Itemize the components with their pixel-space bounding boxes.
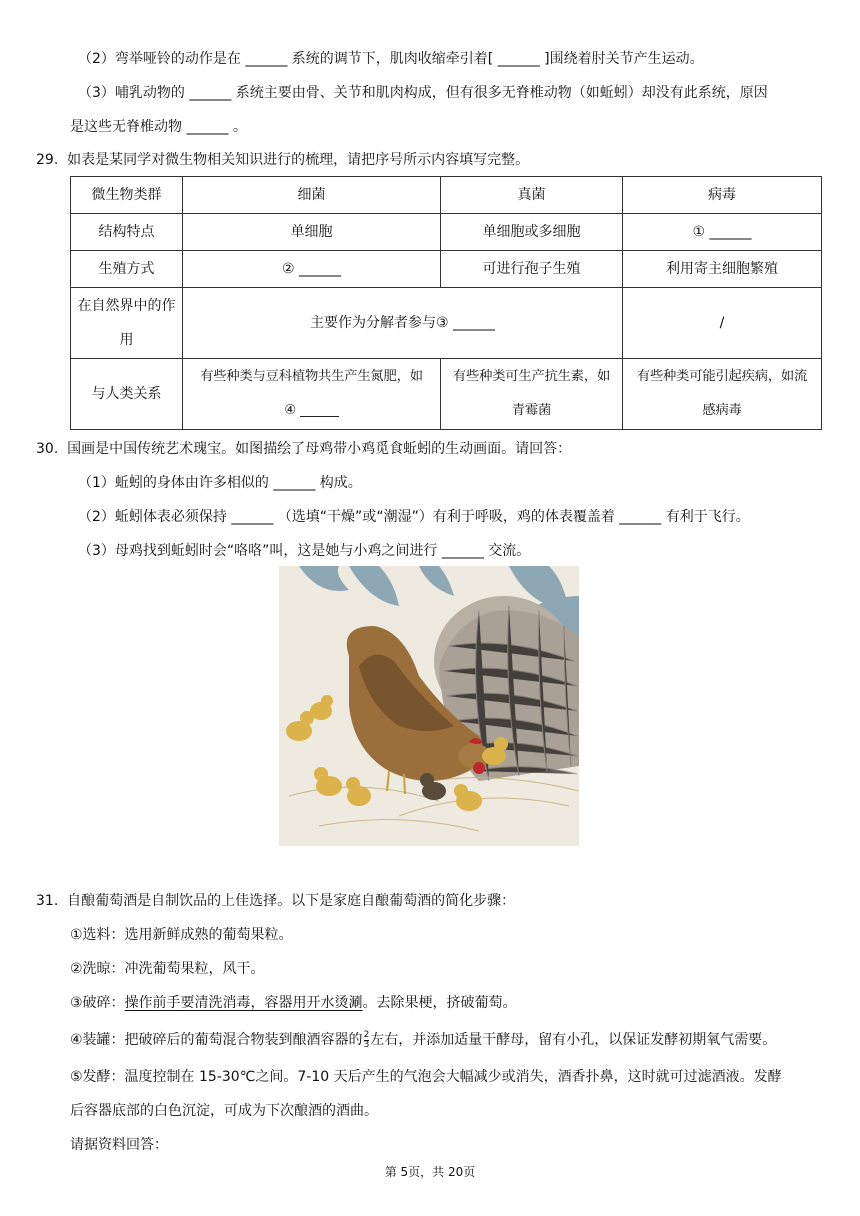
table-header-cell: 细菌 [183, 177, 441, 214]
table-cell: 与人类关系 [71, 359, 183, 430]
q31-number: 31. [36, 893, 59, 909]
q30-text: 国画是中国传统艺术瑰宝。如图描绘了母鸡带小鸡觅食蚯蚓的生动画面。请回答： [67, 441, 572, 457]
cell-line: 在自然界中的作 [77, 298, 176, 314]
table-cell: 生殖方式 [71, 251, 183, 288]
table-header-cell: 病毒 [623, 177, 822, 214]
q31-step3 [70, 993, 517, 1013]
microbe-table [70, 176, 822, 430]
fraction-denominator: 3 [363, 1039, 370, 1050]
q31-text: 自酿葡萄酒是自制饮品的上佳选择。以下是家庭自酿葡萄酒的简化步骤： [67, 893, 516, 909]
table-cell [71, 288, 183, 359]
page-footer: 第 5页，共 20页 [384, 1165, 476, 1179]
q30-part2: （2）蚯蚓体表必须保持 ______ （选填“干燥”或“潮湿”）有利于呼吸，鸡的体表覆盖着 ______ 有利于飞行。 [78, 509, 750, 525]
cell-line: 有些种类可能引起疾病，如流 [636, 369, 808, 384]
cell-line: 青霉菌 [511, 403, 552, 418]
cell-line: 有些种类可生产抗生素，如 [452, 369, 611, 384]
table-cell: ① ______ [623, 214, 822, 251]
table-cell: 结构特点 [71, 214, 183, 251]
table-cell: 利用寄主细胞繁殖 [623, 251, 822, 288]
table-cell: 单细胞 [183, 214, 441, 251]
fraction [364, 1031, 370, 1050]
q31-stem [36, 891, 515, 911]
table-cell [623, 359, 822, 430]
q31-step4 [70, 1030, 776, 1050]
cell-line: ④ ______ [284, 403, 339, 418]
table-row [71, 214, 822, 251]
table-cell: 单细胞或多细胞 [441, 214, 623, 251]
q31-step2: ②洗晾：冲洗葡萄果粒，风干。 [70, 961, 265, 977]
table-cell-merged: 主要作为分解者参与③ ______ [183, 288, 623, 359]
table-header-cell: 微生物类群 [71, 177, 183, 214]
q29-text: 如表是某同学对微生物相关知识进行的梳理，请把序号所示内容填写完整。 [67, 152, 530, 168]
q31-prompt: 请据资料回答： [70, 1137, 168, 1153]
table-header-cell: 真菌 [441, 177, 623, 214]
table-cell: / [623, 288, 822, 359]
step4-label: ④装罐：把破碎后的葡萄混合物装到酿酒容器的 [70, 1032, 363, 1048]
cell-line: 有些种类与豆科植物共生产生氮肥，如 [200, 369, 423, 384]
step3-rest: 。去除果梗，挤破葡萄。 [362, 995, 517, 1011]
q29-number: 29. [36, 152, 59, 168]
q28-part3-line1: （3）哺乳动物的 ______ 系统主要由骨、关节和肌肉构成，但有很多无脊椎动物（如蚯蚓）却没有此系统，原因 [78, 85, 768, 101]
cell-line: 用 [119, 332, 134, 348]
q31-step5-line1: ⑤发酵：温度控制在 15-30℃之间。7-10 天后产生的气泡会大幅减少或消失，酒香扑鼻，这时就可过滤酒液。发酵 [70, 1069, 782, 1085]
q30-stem [36, 439, 571, 459]
q30-part3: （3）母鸡找到蚯蚓时会“咯咯”叫，这是她与小鸡之间进行 ______ 交流。 [78, 543, 531, 559]
table-cell: 可进行孢子生殖 [441, 251, 623, 288]
table-cell [441, 359, 623, 430]
q30-number: 30. [36, 441, 59, 457]
hen-chicks-painting [279, 566, 579, 846]
table-row [71, 359, 822, 430]
q28-part2: （2）弯举哑铃的动作是在 ______ 系统的调节下，肌肉收缩牵引着[ ______ ]围绕着肘关节产生运动。 [78, 51, 704, 67]
q28-part3-line2: 是这些无脊椎动物 ______ 。 [70, 119, 247, 135]
table-cell [183, 359, 441, 430]
fraction-numerator: 2 [363, 1029, 370, 1040]
table-row [71, 288, 822, 359]
step3-underlined: 操作前手要清洗消毒，容器用开水烫涮 [124, 995, 363, 1011]
q31-step5-line2: 后容器底部的白色沉淀，可成为下次酿酒的酒曲。 [70, 1103, 378, 1119]
q29-stem [36, 150, 529, 170]
table-row [71, 251, 822, 288]
q31-step1: ①选料：选用新鲜成熟的葡萄果粒。 [70, 927, 293, 943]
table-cell: ② ______ [183, 251, 441, 288]
cell-line: 感病毒 [702, 403, 742, 418]
q30-part1: （1）蚯蚓的身体由许多相似的 ______ 构成。 [78, 475, 362, 491]
table-row [71, 177, 822, 214]
step3-label: ③破碎： [70, 995, 125, 1011]
step4-rest: 左右，并添加适量干酵母，留有小孔，以保证发酵初期氧气需要。 [370, 1032, 777, 1048]
